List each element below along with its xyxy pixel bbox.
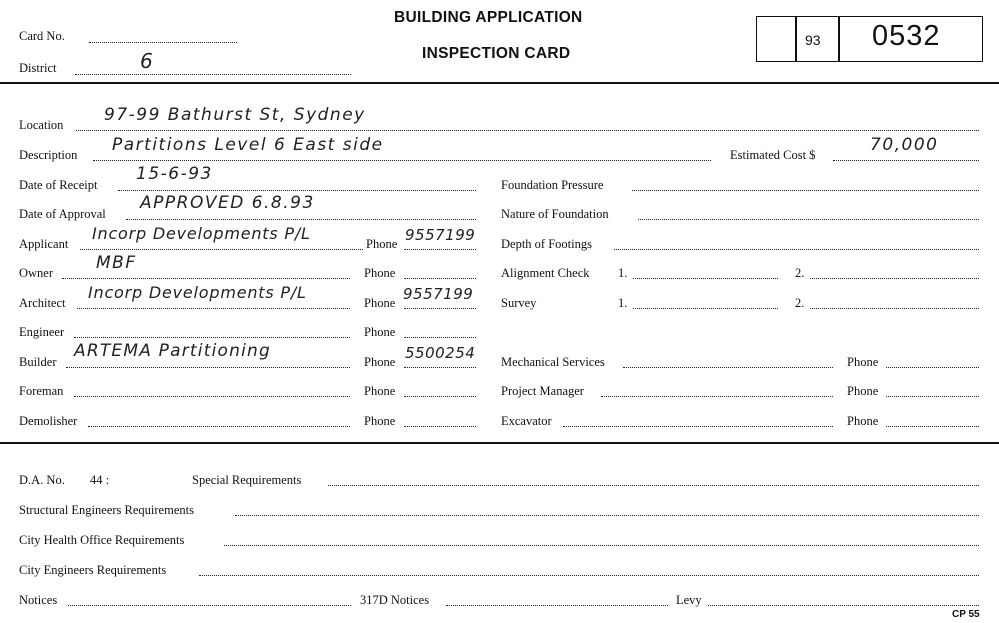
card-no-label: Card No.	[19, 29, 65, 43]
notices-line	[68, 605, 351, 606]
owner-line	[62, 278, 350, 279]
architect-label: Architect	[19, 296, 66, 310]
engineer-phone-line	[404, 337, 476, 338]
card-number-main: 0532	[872, 20, 941, 52]
card-number-box	[756, 16, 983, 62]
levy-label: Levy	[676, 593, 702, 607]
location-line	[76, 130, 979, 131]
da-no-label: D.A. No.	[19, 473, 65, 487]
architect-phone-value: 9557199	[403, 285, 474, 303]
form-code: CP 55	[952, 609, 980, 620]
alignment-check-2-label: 2.	[795, 266, 805, 280]
city-engineers-requirements-line	[199, 575, 979, 576]
city-engineers-requirements-label: City Engineers Requirements	[19, 563, 167, 577]
excavator-label: Excavator	[501, 414, 552, 428]
owner-label: Owner	[19, 266, 54, 280]
foreman-phone-label: Phone	[364, 384, 396, 398]
notices-317d-line	[446, 605, 668, 606]
mechanical-services-label: Mechanical Services	[501, 355, 605, 369]
nature-foundation-line	[638, 219, 979, 220]
project-manager-line	[601, 396, 833, 397]
builder-phone-line	[404, 367, 476, 368]
date-receipt-label: Date of Receipt	[19, 178, 98, 192]
foreman-line	[74, 396, 350, 397]
structural-requirements-line	[235, 515, 979, 516]
owner-phone-line	[404, 278, 476, 279]
foundation-pressure-label: Foundation Pressure	[501, 178, 604, 192]
title-line-2: INSPECTION CARD	[422, 45, 571, 62]
card-number-divider-2	[838, 16, 840, 62]
applicant-phone-value: 9557199	[405, 226, 476, 244]
foreman-label: Foreman	[19, 384, 64, 398]
foreman-phone-line	[404, 396, 476, 397]
survey-1-line	[633, 308, 778, 309]
project-manager-phone-label: Phone	[847, 384, 879, 398]
levy-line	[708, 605, 979, 606]
estimated-cost-label: Estimated Cost $	[730, 148, 816, 162]
nature-foundation-label: Nature of Foundation	[501, 207, 609, 221]
builder-phone-value: 5500254	[405, 344, 476, 362]
location-label: Location	[19, 118, 64, 132]
architect-phone-line	[404, 308, 476, 309]
builder-line	[66, 367, 350, 368]
district-value: 6	[140, 49, 155, 73]
project-manager-phone-line	[886, 396, 979, 397]
engineer-line	[74, 337, 350, 338]
engineer-phone-label: Phone	[364, 325, 396, 339]
health-requirements-label: City Health Office Requirements	[19, 533, 185, 547]
excavator-phone-line	[886, 426, 979, 427]
architect-line	[77, 308, 350, 309]
survey-2-line	[810, 308, 979, 309]
builder-phone-label: Phone	[364, 355, 396, 369]
owner-value: MBF	[96, 253, 137, 273]
depth-footings-label: Depth of Footings	[501, 237, 592, 251]
alignment-check-label: Alignment Check	[501, 266, 590, 280]
district-label: District	[19, 61, 57, 75]
applicant-phone-line	[404, 249, 476, 250]
builder-label: Builder	[19, 355, 57, 369]
mechanical-phone-label: Phone	[847, 355, 879, 369]
applicant-value: Incorp Developments P/L	[92, 224, 311, 243]
notices-label: Notices	[19, 593, 58, 607]
alignment-check-1-line	[633, 278, 778, 279]
health-requirements-line	[224, 545, 979, 546]
estimated-cost-value: 70,000	[870, 135, 939, 155]
owner-phone-label: Phone	[364, 266, 396, 280]
date-receipt-value: 15-6-93	[136, 164, 213, 184]
foundation-pressure-line	[632, 190, 979, 191]
survey-1-label: 1.	[618, 296, 628, 310]
mechanical-phone-line	[886, 367, 979, 368]
header-divider	[0, 82, 999, 84]
demolisher-label: Demolisher	[19, 414, 78, 428]
builder-value: ARTEMA Partitioning	[74, 341, 271, 361]
depth-footings-line	[614, 249, 979, 250]
special-requirements-line	[328, 485, 979, 486]
estimated-cost-line	[833, 160, 979, 161]
excavator-phone-label: Phone	[847, 414, 879, 428]
architect-phone-label: Phone	[364, 296, 396, 310]
section-divider	[0, 442, 999, 444]
mechanical-services-line	[623, 367, 833, 368]
notices-317d-label: 317D Notices	[360, 593, 430, 607]
demolisher-phone-label: Phone	[364, 414, 396, 428]
location-value: 97-99 Bathurst St, Sydney	[104, 105, 366, 125]
description-line	[93, 160, 711, 161]
survey-label: Survey	[501, 296, 537, 310]
date-approval-value: APPROVED 6.8.93	[140, 193, 315, 213]
project-manager-label: Project Manager	[501, 384, 584, 398]
survey-2-label: 2.	[795, 296, 805, 310]
applicant-line	[80, 249, 363, 250]
card-no-line	[89, 42, 237, 43]
excavator-line	[563, 426, 833, 427]
engineer-label: Engineer	[19, 325, 65, 339]
applicant-phone-label: Phone	[366, 237, 398, 251]
card-number-prefix: 93	[805, 32, 821, 48]
title-line-1: BUILDING APPLICATION	[394, 9, 583, 26]
structural-requirements-label: Structural Engineers Requirements	[19, 503, 194, 517]
date-approval-line	[126, 219, 476, 220]
applicant-label: Applicant	[19, 237, 69, 251]
demolisher-line	[88, 426, 350, 427]
special-requirements-label: Special Requirements	[192, 473, 302, 487]
architect-value: Incorp Developments P/L	[88, 283, 307, 302]
description-label: Description	[19, 148, 78, 162]
alignment-check-2-line	[810, 278, 979, 279]
date-approval-label: Date of Approval	[19, 207, 106, 221]
da-no-value: 44 :	[90, 473, 110, 487]
district-line	[75, 74, 351, 75]
description-value: Partitions Level 6 East side	[112, 135, 384, 155]
demolisher-phone-line	[404, 426, 476, 427]
date-receipt-line	[118, 190, 476, 191]
alignment-check-1-label: 1.	[618, 266, 628, 280]
card-number-divider-1	[795, 16, 797, 62]
